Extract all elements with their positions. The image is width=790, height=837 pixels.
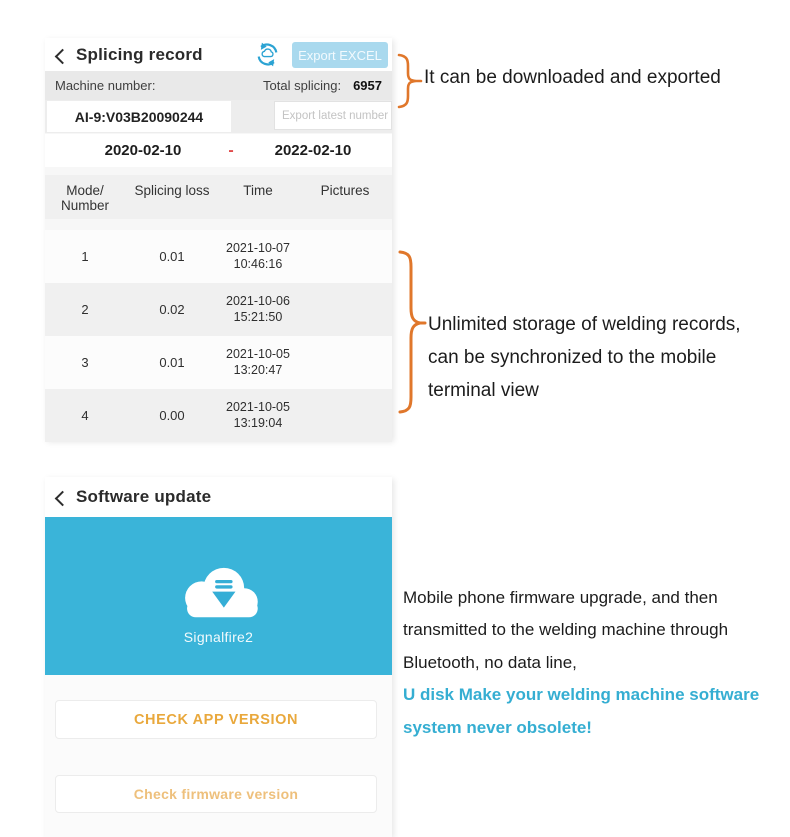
app-name-label: Signalfire2 [183,629,254,645]
brace-storage-note [397,250,427,419]
software-update-screen [45,477,392,837]
date-from-field[interactable]: 2020-02-10 [104,142,182,159]
table-header [45,175,392,219]
total-splicing-label: Total splicing: [263,78,342,93]
back-button[interactable] [57,49,68,67]
date-to-field[interactable]: 2022-02-10 [274,142,352,159]
check-firmware-version-button[interactable]: Check firmware version [55,775,377,813]
total-splicing-value: 6957 [353,78,382,93]
brace-export-note [396,53,424,114]
annotation-storage: Unlimited storage of welding records, can be synchronized to the mobile terminal view [428,314,741,401]
chevron-left-icon [55,48,71,64]
date-range-row [45,134,392,167]
splicing-header [45,38,392,71]
export-excel-button[interactable]: Export EXCEL [292,42,388,68]
header-pictures: Pictures [320,183,370,198]
inputs-row [45,100,392,133]
machine-number-field[interactable]: AI-9:V03B20090244 [47,101,231,132]
header-splicing-loss: Splicing loss [134,183,210,198]
update-header [45,477,392,518]
page-title: Splicing record [76,44,203,64]
table-row[interactable]: 4 0.00 2021-10-05 13:19:04 [45,389,392,442]
back-button[interactable] [57,491,68,509]
annotation-firmware-highlight: U disk Make your welding machine software [403,685,760,705]
update-banner [45,517,392,675]
page-title: Software update [76,487,212,506]
table-row[interactable]: 1 0.01 2021-10-07 10:46:16 [45,230,392,283]
table-row[interactable]: 3 0.01 2021-10-05 13:20:47 [45,336,392,389]
machine-number-label: Machine number: [55,78,156,93]
date-range-dash: - [228,141,234,159]
check-app-version-button[interactable]: CHECK APP VERSION [55,700,377,739]
splicing-record-screen [45,38,392,440]
table-row[interactable]: 2 0.02 2021-10-06 15:21:50 [45,283,392,336]
machine-total-bar [45,71,392,100]
export-latest-number-field[interactable]: Export latest number [274,101,392,130]
header-mode-number: Mode/ Number [60,183,109,213]
chevron-left-icon [55,491,71,507]
cloud-sync-icon[interactable] [254,41,281,68]
cloud-download-icon [170,563,268,625]
header-time: Time [243,183,273,198]
annotation-export: It can be downloaded and exported [424,67,721,88]
update-body [45,675,392,837]
annotation-firmware: Mobile phone firmware upgrade, and then transmitted to the welding machine through Bluetooth, no data line, U disk Make your welding machine software system never obsolete! [403,588,760,737]
